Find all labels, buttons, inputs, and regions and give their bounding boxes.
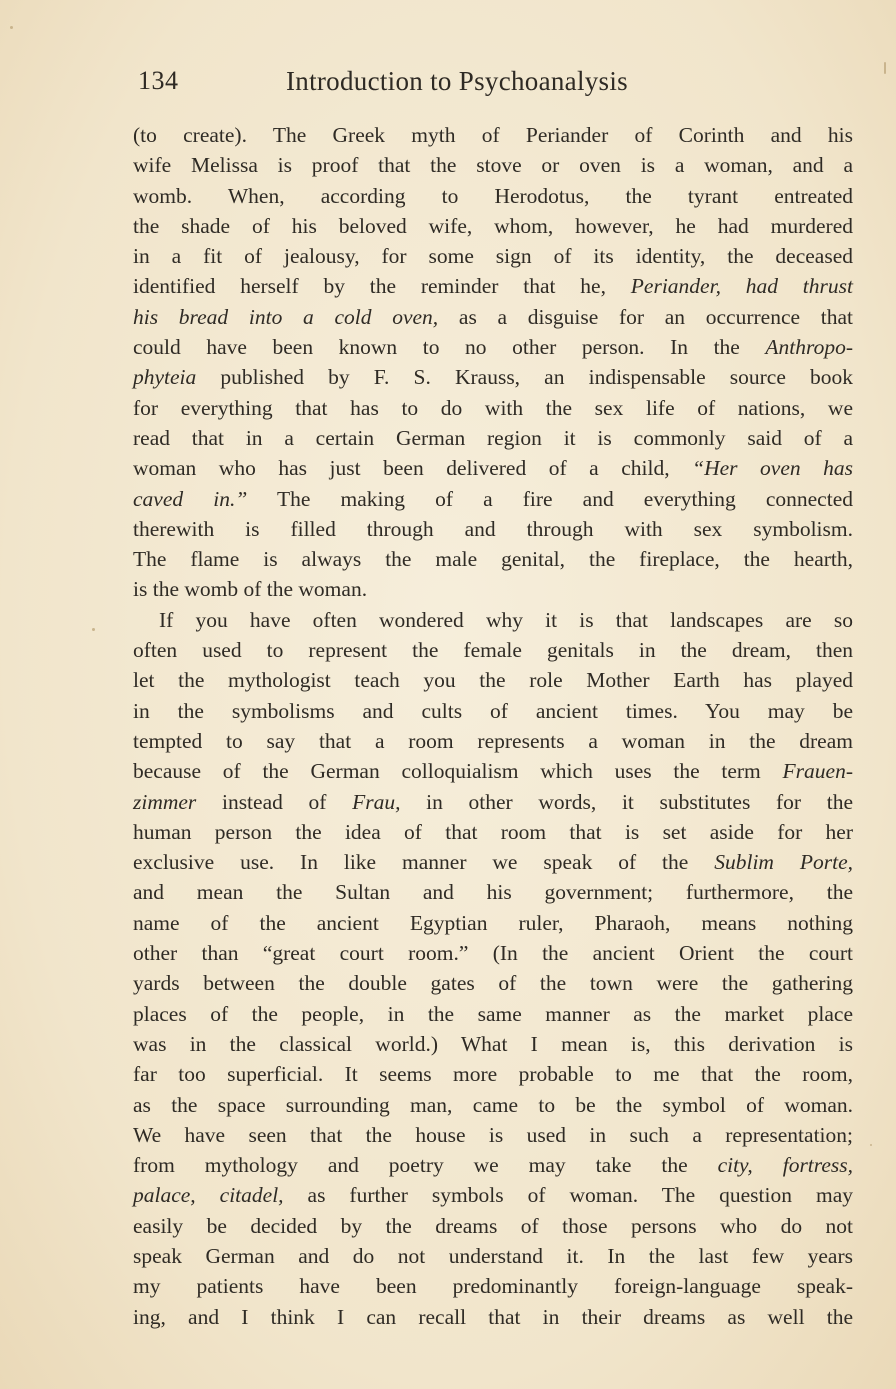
text-segment: name of the ancient Egyptian ruler, Pharaoh, means nothing (133, 910, 853, 935)
text-line (133, 423, 853, 453)
text-segment: as a disguise for an occurrence that (438, 304, 853, 329)
text-segment: because of the German colloquialism which uses the term (133, 759, 783, 784)
text-line (133, 938, 853, 968)
text-segment: If you have often wondered why it is that landscapes are so (159, 607, 853, 632)
text-line (133, 393, 853, 423)
text-segment: let the mythologist teach you the role Mother Earth has played (133, 668, 853, 693)
italic-text: Periander, had thrust (630, 274, 853, 299)
paper-speck (92, 628, 95, 631)
italic-text: Anthropo- (765, 335, 853, 360)
text-line (133, 756, 853, 786)
text-line (133, 362, 853, 392)
text-segment: as further symbols of woman. The question may (283, 1183, 853, 1208)
text-line (133, 908, 853, 938)
text-line (133, 484, 853, 514)
text-segment: places of the people, in the same manner as the market place (133, 1001, 853, 1026)
text-segment: woman who has just been delivered of a child, (133, 456, 693, 481)
text-segment: womb. When, according to Herodotus, the tyrant entreated (133, 183, 853, 208)
text-segment: other than “great court room.” (In the ancient Orient the court (133, 941, 853, 966)
page-header (138, 66, 858, 106)
body-text (133, 120, 853, 1332)
text-line (133, 150, 853, 180)
text-segment: wife Melissa is proof that the stove or oven is a woman, and a (133, 153, 853, 178)
italic-text: caved in.” (133, 486, 248, 511)
text-line (133, 696, 853, 726)
paper-speck (870, 1144, 872, 1146)
text-segment: We have seen that the house is used in such a representation; (133, 1122, 853, 1147)
text-segment: in a fit of jealousy, for some sign of its identity, the deceased (133, 244, 853, 269)
text-segment: from mythology and poetry we may take the (133, 1153, 718, 1178)
text-segment: my patients have been predominantly foreign-language speak- (133, 1274, 853, 1299)
italic-text: Frauen- (782, 759, 853, 784)
running-title: Introduction to Psychoanalysis (286, 66, 628, 96)
text-line (133, 1120, 853, 1150)
text-line (133, 968, 853, 998)
text-line (133, 726, 853, 756)
text-segment: read that in a certain German region it is commonly said of a (133, 425, 853, 450)
text-line (133, 787, 853, 817)
text-line (133, 847, 853, 877)
text-segment: for everything that has to do with the sex life of nations, we (133, 395, 853, 420)
italic-text: Sublim Porte, (714, 850, 853, 875)
paper-speck (884, 62, 886, 74)
text-line (133, 1150, 853, 1180)
text-line (133, 241, 853, 271)
text-segment: The making of a fire and everything connected (247, 486, 853, 511)
italic-text: city, fortress, (717, 1153, 854, 1178)
text-segment: in other words, it substitutes for the (400, 789, 853, 814)
text-line (133, 574, 853, 604)
text-line (133, 1059, 853, 1089)
text-segment: the shade of his beloved wife, whom, however, he had murdered (133, 213, 853, 238)
text-line (133, 877, 853, 907)
text-segment: is the womb of the woman. (133, 577, 368, 602)
text-segment: and mean the Sultan and his government; furthermore, the (133, 880, 853, 905)
text-line (133, 514, 853, 544)
text-line (133, 271, 853, 301)
paper-speck (10, 26, 13, 29)
text-segment: tempted to say that a room represents a woman in the dream (133, 728, 853, 753)
text-segment: yards between the double gates of the town were the gathering (133, 971, 853, 996)
text-line (133, 999, 853, 1029)
text-line (133, 181, 853, 211)
text-segment: often used to represent the female genitals in the dream, then (133, 638, 853, 663)
text-line (133, 1211, 853, 1241)
italic-text: “Her oven has (692, 456, 853, 481)
italic-text: phyteia (133, 365, 197, 390)
text-segment: instead of (196, 789, 353, 814)
text-line (133, 211, 853, 241)
text-segment: easily be decided by the dreams of those persons who do not (133, 1213, 853, 1238)
italic-text: zimmer (133, 789, 197, 814)
text-line (133, 120, 853, 150)
text-line (133, 1241, 853, 1271)
text-segment: exclusive use. In like manner we speak of the (133, 850, 715, 875)
text-line (133, 635, 853, 665)
italic-text: Frau, (352, 789, 401, 814)
text-line (133, 1180, 853, 1210)
italic-text: his bread into a cold oven, (133, 304, 439, 329)
text-line (133, 1271, 853, 1301)
text-segment: was in the classical world.) What I mean is, this derivation is (133, 1031, 853, 1056)
text-line (133, 332, 853, 362)
page-number: 134 (138, 66, 179, 95)
text-line (133, 1090, 853, 1120)
text-segment: as the space surrounding man, came to be the symbol of woman. (133, 1092, 853, 1117)
text-line (133, 544, 853, 574)
text-segment: identified herself by the reminder that he, (133, 274, 631, 299)
text-segment: in the symbolisms and cults of ancient times. You may be (133, 698, 853, 723)
text-segment: published by F. S. Krauss, an indispensable source book (196, 365, 853, 390)
text-segment: ing, and I think I can recall that in their dreams as well the (133, 1304, 853, 1329)
text-segment: speak German and do not understand it. In the last few years (133, 1243, 853, 1268)
text-line (133, 1029, 853, 1059)
italic-text: palace, citadel, (133, 1183, 284, 1208)
text-segment: far too superficial. It seems more probable to me that the room, (133, 1062, 853, 1087)
text-segment: could have been known to no other person. In the (133, 335, 766, 360)
text-line (133, 665, 853, 695)
text-line (133, 817, 853, 847)
text-line (133, 453, 853, 483)
text-line (133, 605, 853, 635)
text-line (133, 302, 853, 332)
text-segment: The flame is always the male genital, the fireplace, the hearth, (133, 547, 853, 572)
text-segment: therewith is filled through and through with sex symbolism. (133, 516, 853, 541)
text-segment: (to create). The Greek myth of Periander of Corinth and his (133, 123, 853, 147)
text-line (133, 1302, 853, 1332)
text-segment: human person the idea of that room that is set aside for her (133, 819, 853, 844)
